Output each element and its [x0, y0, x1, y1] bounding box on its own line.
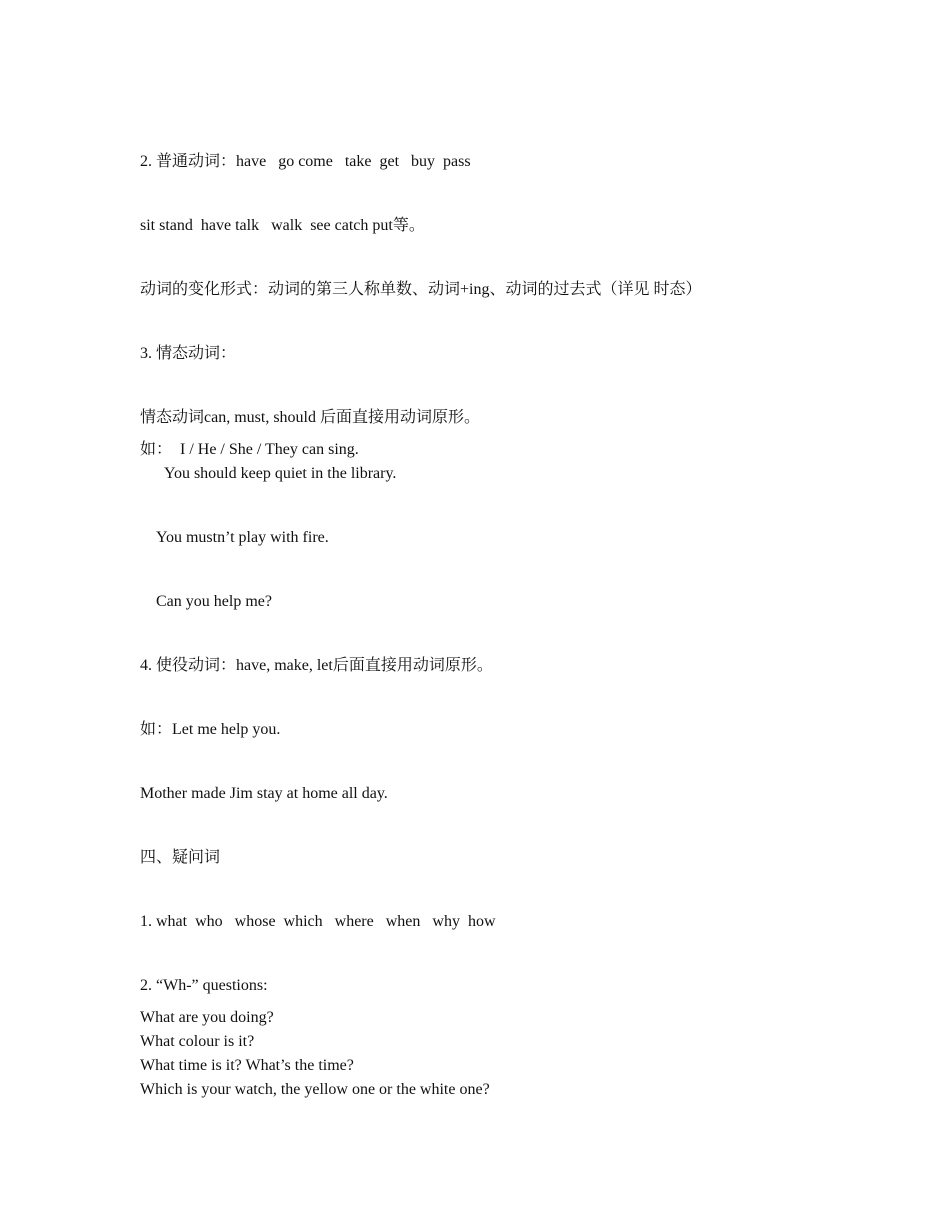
- text-line-modal-verbs-heading: 3. 情态动词：: [140, 345, 237, 362]
- text-line-modal-verbs-rule: 情态动词can, must, should 后面直接用动词原形。: [140, 409, 480, 426]
- text-line-ordinary-verbs-list: sit stand have talk walk see catch put等。: [140, 217, 425, 234]
- text-line-question-words-list: 1. what who whose which where when why how: [140, 913, 496, 930]
- text-line-causative-verbs-heading: 4. 使役动词：have, make, let后面直接用动词原形。: [140, 657, 493, 674]
- text-line-causative-example-1: 如：Let me help you.: [140, 721, 281, 738]
- text-line-modal-example-4: Can you help me?: [156, 593, 272, 610]
- text-line-question-words-heading: 四、疑问词: [140, 849, 221, 866]
- text-line-ordinary-verbs-heading: 2. 普通动词：have go come take get buy pass: [140, 153, 471, 170]
- text-line-modal-example-3: You mustn’t play with fire.: [156, 529, 329, 546]
- text-line-wh-question-example-3: What time is it? What’s the time?: [140, 1057, 354, 1074]
- text-line-wh-question-example-2: What colour is it?: [140, 1033, 255, 1050]
- text-line-causative-example-2: Mother made Jim stay at home all day.: [140, 785, 388, 802]
- text-line-wh-questions-heading: 2. “Wh-” questions:: [140, 977, 268, 994]
- text-line-wh-question-example-1: What are you doing?: [140, 1009, 274, 1026]
- text-line-verb-forms: 动词的变化形式：动词的第三人称单数、动词+ing、动词的过去式（详见 时态）: [140, 281, 702, 298]
- text-line-modal-example-1: 如： I / He / She / They can sing.: [140, 441, 359, 458]
- text-line-modal-example-2: You should keep quiet in the library.: [164, 465, 397, 482]
- text-line-wh-question-example-4: Which is your watch, the yellow one or the white one?: [140, 1081, 490, 1098]
